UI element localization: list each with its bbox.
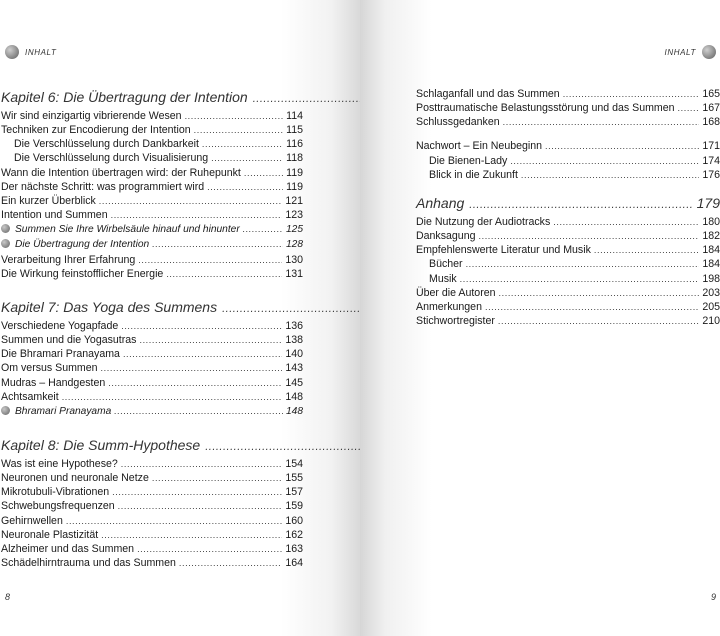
toc-entry bbox=[416, 286, 720, 300]
toc-entry bbox=[416, 300, 720, 314]
toc-entry-page: 167 bbox=[702, 102, 720, 115]
toc-entry-title: Wir sind einzigartig vibrierende Wesen bbox=[1, 110, 182, 122]
chapter-heading bbox=[416, 194, 720, 214]
leader-dots bbox=[66, 514, 282, 528]
leader-dots bbox=[466, 257, 700, 271]
bullet-circle-icon bbox=[1, 239, 10, 248]
toc-entry-page: 116 bbox=[286, 138, 303, 151]
toc-entry-title: Der nächste Schritt: was programmiert wird bbox=[1, 180, 205, 193]
toc-entry-page: 140 bbox=[285, 348, 303, 361]
toc-entry bbox=[1, 404, 303, 419]
toc-entry-page: 205 bbox=[702, 300, 720, 313]
leader-dots bbox=[211, 151, 283, 165]
toc-entry bbox=[1, 514, 303, 528]
leader-dots bbox=[510, 154, 699, 168]
leader-dots bbox=[108, 376, 282, 390]
toc-section bbox=[416, 139, 720, 181]
toc-entry-page: 163 bbox=[285, 542, 303, 555]
leader-dots bbox=[101, 528, 282, 542]
toc-entry-page: 168 bbox=[702, 116, 720, 129]
leader-dots bbox=[111, 208, 283, 222]
left-toc bbox=[1, 88, 303, 570]
toc-entry-page: 119 bbox=[286, 180, 303, 193]
toc-entry-page: 184 bbox=[702, 258, 720, 271]
toc-entry bbox=[416, 168, 720, 182]
toc-entry bbox=[416, 314, 720, 328]
toc-entry-title: Die Bhramari Pranayama bbox=[1, 348, 120, 361]
toc-entry-title: Nachwort – Ein Neubeginn bbox=[416, 140, 543, 153]
toc-entry bbox=[1, 390, 303, 404]
toc-entry-page: 157 bbox=[285, 486, 303, 499]
toc-entry bbox=[1, 123, 303, 137]
toc-entry-page: 162 bbox=[285, 528, 303, 541]
toc-entry-page: 145 bbox=[285, 376, 303, 389]
toc-entry-title: Neuronen und neuronale Netze bbox=[1, 472, 149, 485]
toc-entry-page: 160 bbox=[285, 514, 303, 527]
toc-entry bbox=[416, 272, 720, 286]
leader-dots bbox=[545, 139, 699, 153]
left-header-label: INHALT bbox=[25, 47, 57, 57]
toc-entry-page: 125 bbox=[286, 224, 303, 236]
leader-dots bbox=[499, 286, 700, 300]
toc-entry bbox=[1, 542, 303, 556]
toc-entry bbox=[416, 139, 720, 153]
leader-dots bbox=[222, 300, 360, 318]
right-page-number: 9 bbox=[710, 592, 716, 602]
toc-section bbox=[1, 109, 303, 281]
toc-entry bbox=[1, 137, 303, 151]
toc-entry-title: Die Wirkung feinstofflicher Energie bbox=[1, 267, 164, 280]
toc-entry-page: 155 bbox=[285, 472, 303, 485]
toc-entry bbox=[1, 109, 303, 123]
toc-entry-page: 119 bbox=[286, 166, 303, 179]
leader-dots bbox=[503, 115, 700, 129]
toc-entry-page: 154 bbox=[285, 457, 303, 470]
toc-entry-page: 136 bbox=[285, 319, 303, 332]
toc-entry-title: Die Verschlüsselung durch Visualisierung bbox=[14, 152, 209, 165]
leader-dots bbox=[253, 90, 360, 108]
toc-entry-title: Musik bbox=[429, 272, 457, 285]
leader-dots bbox=[563, 87, 700, 101]
toc-entry-title: Ein kurzer Überblick bbox=[1, 194, 96, 207]
leader-dots bbox=[114, 404, 283, 418]
chapter-title: Anhang bbox=[416, 194, 465, 211]
leader-dots bbox=[205, 438, 360, 456]
toc-entry-title: Danksagung bbox=[416, 230, 476, 243]
toc-entry-title: Empfehlenswerte Literatur und Musik bbox=[416, 244, 591, 257]
toc-entry bbox=[1, 319, 303, 333]
toc-entry bbox=[1, 151, 303, 165]
toc-entry-title: Achtsamkeit bbox=[1, 390, 59, 403]
toc-entry-page: 174 bbox=[702, 154, 720, 167]
leader-dots bbox=[194, 123, 283, 137]
toc-entry bbox=[416, 115, 720, 129]
toc-entry-title: Neuronale Plastizität bbox=[1, 528, 99, 541]
toc-entry bbox=[1, 556, 303, 570]
leader-dots bbox=[243, 222, 283, 236]
toc-entry-title: Intention und Summen bbox=[1, 209, 108, 222]
toc-entry bbox=[1, 347, 303, 361]
toc-entry-page: 182 bbox=[702, 230, 720, 243]
bullet-circle-icon bbox=[1, 406, 10, 415]
toc-entry bbox=[1, 528, 303, 542]
toc-entry-page: 171 bbox=[702, 140, 720, 153]
left-running-header bbox=[5, 45, 56, 59]
toc-entry-title: Stichwortregister bbox=[416, 315, 495, 328]
toc-entry-title: Schwebungsfrequenzen bbox=[1, 500, 115, 513]
toc-entry-title: Bhramari Pranayama bbox=[15, 405, 112, 417]
toc-entry bbox=[1, 253, 303, 267]
toc-entry-page: 148 bbox=[285, 390, 303, 403]
toc-entry-title: Verschiedene Yogapfade bbox=[1, 319, 119, 332]
toc-entry-title: Verarbeitung Ihrer Erfahrung bbox=[1, 253, 136, 266]
leader-dots bbox=[202, 137, 283, 151]
toc-entry-page: 115 bbox=[286, 124, 303, 137]
chapter-heading bbox=[1, 436, 303, 456]
toc-entry-title: Om versus Summen bbox=[1, 362, 98, 375]
toc-entry bbox=[1, 237, 303, 252]
chapter-page: 179 bbox=[696, 194, 720, 211]
leader-dots bbox=[139, 333, 282, 347]
toc-entry bbox=[1, 194, 303, 208]
header-circle-icon bbox=[5, 45, 19, 59]
chapter-heading bbox=[1, 88, 303, 108]
leader-dots bbox=[123, 347, 282, 361]
toc-entry-page: 143 bbox=[285, 362, 303, 375]
chapter-title: Kapitel 7: Das Yoga des Summens bbox=[1, 298, 218, 315]
toc-entry bbox=[1, 376, 303, 390]
toc-entry-title: Die Verschlüsselung durch Dankbarkeit bbox=[14, 138, 199, 151]
leader-dots bbox=[485, 300, 699, 314]
toc-entry-page: 180 bbox=[702, 215, 720, 228]
toc-entry-title: Alzheimer und das Summen bbox=[1, 542, 135, 555]
toc-entry-title: Blick in die Zukunft bbox=[429, 168, 518, 181]
toc-entry-page: 130 bbox=[285, 253, 303, 266]
toc-entry bbox=[416, 229, 720, 243]
toc-entry-page: 164 bbox=[285, 557, 303, 570]
leader-dots bbox=[62, 390, 283, 404]
toc-section bbox=[416, 87, 720, 129]
toc-entry-title: Posttraumatische Belastungsstörung und das Summen bbox=[416, 102, 675, 115]
toc-entry bbox=[416, 243, 720, 257]
toc-entry-title: Schlaganfall und das Summen bbox=[416, 88, 560, 100]
right-running-header bbox=[665, 45, 716, 59]
right-page bbox=[360, 0, 720, 636]
toc-entry bbox=[416, 101, 720, 115]
toc-section bbox=[1, 457, 303, 570]
toc-entry-title: Die Übertragung der Intention bbox=[15, 239, 150, 251]
toc-entry-page: 138 bbox=[285, 334, 303, 347]
toc-entry-page: 176 bbox=[702, 168, 720, 181]
leader-dots bbox=[101, 361, 283, 375]
toc-entry-page: 210 bbox=[702, 315, 720, 328]
toc-entry-title: Summen Sie Ihre Wirbelsäule hinauf und hinunter bbox=[15, 224, 240, 236]
toc-entry-title: Schädelhirntrauma und das Summen bbox=[1, 557, 176, 570]
leader-dots bbox=[244, 166, 283, 180]
toc-entry-title: Mudras – Handgesten bbox=[1, 376, 106, 389]
toc-entry-page: 165 bbox=[702, 88, 720, 100]
toc-entry bbox=[1, 222, 303, 237]
leader-dots bbox=[521, 168, 699, 182]
toc-entry bbox=[1, 471, 303, 485]
right-header-label: INHALT bbox=[664, 47, 696, 57]
toc-entry bbox=[1, 457, 303, 471]
toc-entry-page: 121 bbox=[285, 194, 303, 207]
leader-dots bbox=[479, 229, 700, 243]
leader-dots bbox=[166, 267, 282, 281]
toc-section bbox=[1, 319, 303, 419]
leader-dots bbox=[553, 215, 699, 229]
toc-entry bbox=[416, 154, 720, 168]
toc-entry bbox=[1, 333, 303, 347]
toc-entry bbox=[416, 215, 720, 229]
leader-dots bbox=[99, 194, 283, 208]
leader-dots bbox=[469, 196, 692, 214]
toc-entry bbox=[1, 208, 303, 222]
toc-entry-title: Gehirnwellen bbox=[1, 514, 63, 527]
leader-dots bbox=[138, 253, 282, 267]
toc-entry-page: 114 bbox=[286, 110, 303, 122]
toc-entry bbox=[1, 180, 303, 194]
leader-dots bbox=[152, 471, 282, 485]
leader-dots bbox=[594, 243, 699, 257]
toc-entry-title: Über die Autoren bbox=[416, 286, 496, 299]
toc-entry-title: Techniken zur Encodierung der Intention bbox=[1, 124, 191, 137]
chapter-title: Kapitel 6: Die Übertragung der Intention bbox=[1, 89, 248, 105]
bullet-circle-icon bbox=[1, 224, 10, 233]
toc-entry-page: 198 bbox=[702, 272, 720, 285]
toc-entry-title: Die Nutzung der Audiotracks bbox=[416, 215, 551, 228]
leader-dots bbox=[112, 485, 282, 499]
toc-entry bbox=[1, 361, 303, 375]
leader-dots bbox=[498, 314, 699, 328]
leader-dots bbox=[179, 556, 282, 570]
toc-entry-page: 123 bbox=[285, 209, 303, 222]
toc-entry-title: Bücher bbox=[429, 258, 463, 271]
toc-entry bbox=[416, 87, 720, 101]
leader-dots bbox=[207, 180, 283, 194]
toc-entry-page: 203 bbox=[702, 286, 720, 299]
leader-dots bbox=[121, 319, 282, 333]
toc-entry-page: 118 bbox=[286, 152, 303, 165]
toc-entry-title: Schlussgedanken bbox=[416, 116, 500, 129]
toc-entry bbox=[416, 257, 720, 271]
toc-section bbox=[416, 215, 720, 328]
leader-dots bbox=[152, 237, 283, 251]
toc-entry-page: 128 bbox=[286, 239, 303, 251]
toc-entry bbox=[1, 267, 303, 281]
toc-entry-title: Was ist eine Hypothese? bbox=[1, 457, 118, 470]
toc-entry-title: Summen und die Yogasutras bbox=[1, 334, 137, 347]
chapter-title: Kapitel 8: Die Summ-Hypothese bbox=[1, 436, 201, 453]
toc-entry-page: 184 bbox=[702, 244, 720, 257]
leader-dots bbox=[118, 499, 283, 513]
toc-entry-page: 131 bbox=[285, 267, 303, 280]
right-toc bbox=[416, 87, 720, 328]
leader-dots bbox=[185, 109, 284, 123]
toc-entry-title: Wann die Intention übertragen wird: der Ruhepunkt bbox=[1, 166, 241, 179]
toc-entry-page: 159 bbox=[285, 500, 303, 513]
toc-entry-title: Anmerkungen bbox=[416, 300, 482, 313]
chapter-heading bbox=[1, 298, 303, 318]
leader-dots bbox=[121, 457, 283, 471]
toc-entry bbox=[1, 166, 303, 180]
leader-dots bbox=[678, 101, 700, 115]
toc-entry-title: Mikrotubuli-Vibrationen bbox=[1, 486, 110, 499]
left-page-number: 8 bbox=[5, 592, 11, 602]
leader-dots bbox=[460, 272, 700, 286]
toc-entry bbox=[1, 499, 303, 513]
header-circle-icon bbox=[702, 45, 716, 59]
toc-entry-page: 148 bbox=[286, 405, 303, 417]
leader-dots bbox=[137, 542, 282, 556]
toc-entry-title: Die Bienen-Lady bbox=[429, 154, 508, 167]
toc-entry bbox=[1, 485, 303, 499]
